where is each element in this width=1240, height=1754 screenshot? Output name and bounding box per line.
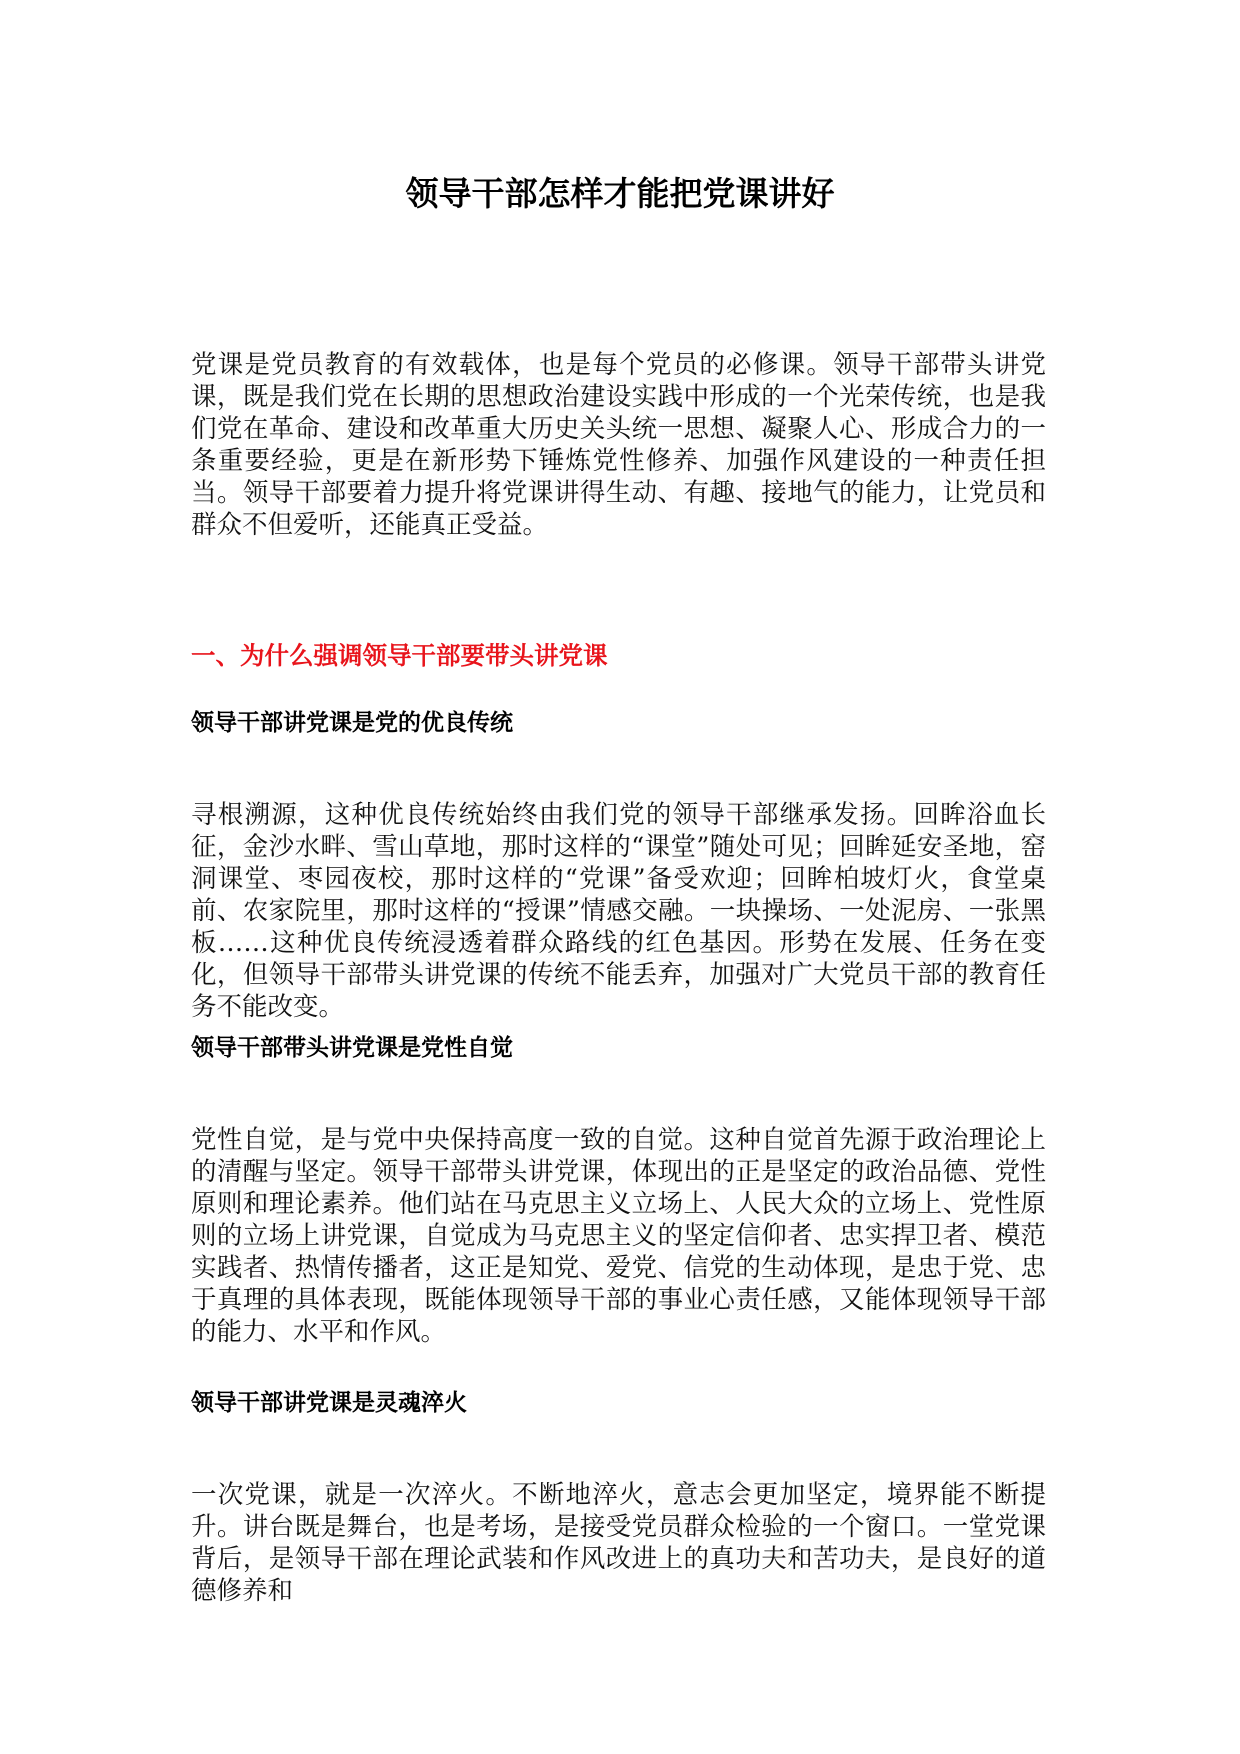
subsection-heading: 领导干部讲党课是灵魂淬火 (191, 1390, 467, 1416)
document-title: 领导干部怎样才能把党课讲好 (405, 174, 835, 213)
intro-paragraph: 党课是党员教育的有效载体，也是每个党员的必修课。领导干部带头讲党课，既是我们党在长期的思想政治建设实践中形成的一个光荣传统，也是我们党在革命、建设和改革重大历史关头统一思想、凝聚人心、形成合力的一条重要经验，更是在新形势下锤炼党性修养、加强作风建设的一种责任担当。领导干部要着力提升将党课讲得生动、有趣、接地气的能力，让党员和群众不但爱听，还能真正受益。 (191, 350, 1046, 540)
subsection-body: 一次党课，就是一次淬火。不断地淬火，意志会更加坚定，境界能不断提升。讲台既是舞台，也是考场，是接受党员群众检验的一个窗口。一堂党课背后，是领导干部在理论武装和作风改进上的真功夫和苦功夫，是良好的道德修养和 (191, 1480, 1046, 1606)
subsection-heading: 领导干部带头讲党课是党性自觉 (191, 1035, 513, 1061)
subsection-heading: 领导干部讲党课是党的优良传统 (191, 710, 513, 736)
section-heading: 一、为什么强调领导干部要带头讲党课 (191, 641, 608, 670)
subsection-body: 党性自觉，是与党中央保持高度一致的自觉。这种自觉首先源于政治理论上的清醒与坚定。领导干部带头讲党课，体现出的正是坚定的政治品德、党性原则和理论素养。他们站在马克思主义立场上、人民大众的立场上、党性原则的立场上讲党课，自觉成为马克思主义的坚定信仰者、忠实捍卫者、模范实践者、热情传播者，这正是知党、爱党、信党的生动体现，是忠于党、忠于真理的具体表现，既能体现领导干部的事业心责任感，又能体现领导干部的能力、水平和作风。 (191, 1125, 1046, 1347)
subsection-body: 寻根溯源，这种优良传统始终由我们党的领导干部继承发扬。回眸浴血长征，金沙水畔、雪山草地，那时这样的“课堂”随处可见；回眸延安圣地，窑洞课堂、枣园夜校，那时这样的“党课”备受欢迎；回眸柏坡灯火，食堂桌前、农家院里，那时这样的“授课”情感交融。一块操场、一处泥房、一张黑板……这种优良传统浸透着群众路线的红色基因。形势在发展、任务在变化，但领导干部带头讲党课的传统不能丢弃，加强对广大党员干部的教育任务不能改变。 (191, 800, 1046, 1022)
